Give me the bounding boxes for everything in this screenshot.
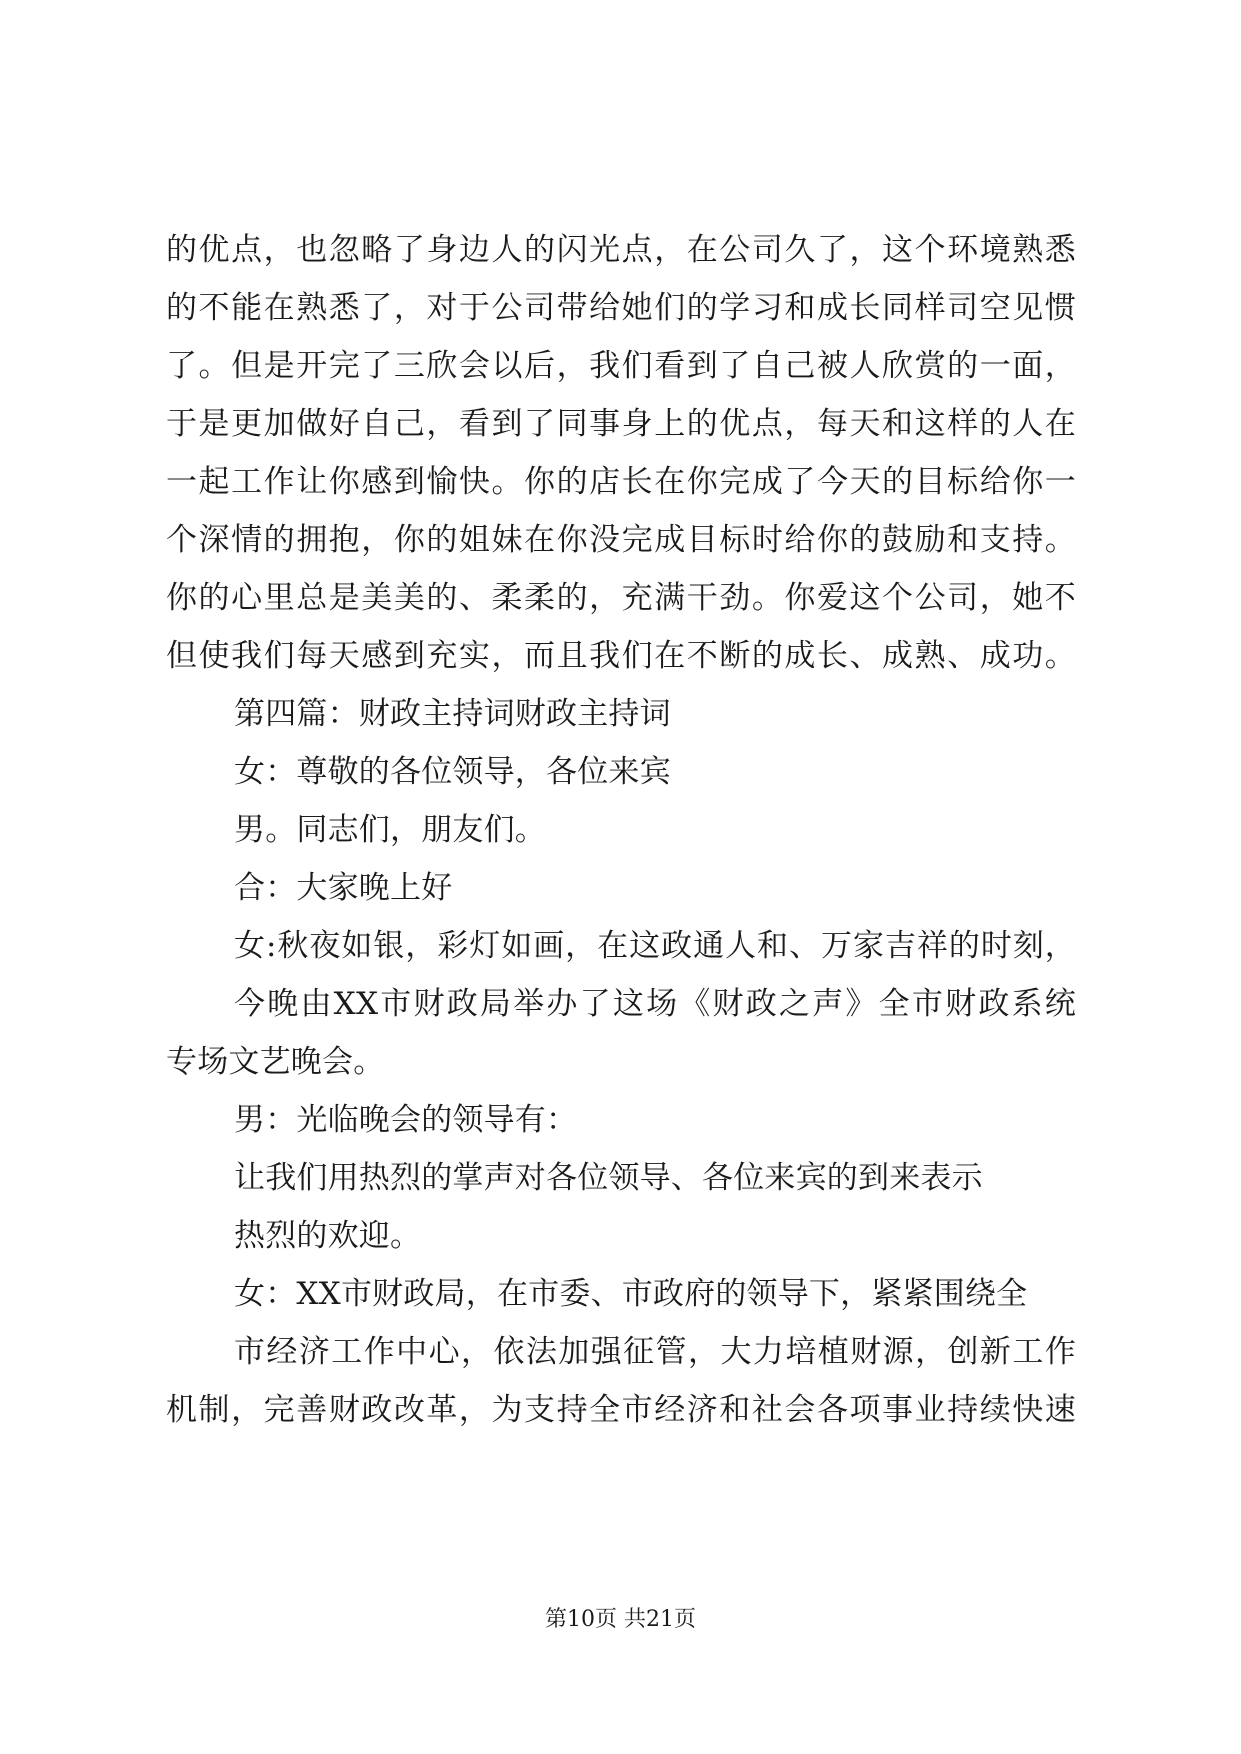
text-line: 热烈的欢迎。 <box>234 1218 422 1254</box>
text-line: 专场文艺晚会。 <box>166 1044 385 1080</box>
text-line: 男。同志们，朋友们。 <box>234 812 546 848</box>
text-line: 于是更加做好自己，看到了同事身上的优点，每天和这样的人在 <box>166 406 1076 442</box>
text-line: 一起工作让你感到愉快。你的店长在你完成了今天的目标给你一 <box>166 464 1076 500</box>
text-line: 今晚由XX市财政局举办了这场《财政之声》全市财政系统 <box>234 986 1076 1022</box>
text-line: 女：XX市财政局，在市委、市政府的领导下，紧紧围绕全 <box>234 1276 1028 1312</box>
text-line: 但使我们每天感到充实，而且我们在不断的成长、成熟、成功。 <box>166 638 1076 674</box>
text-line: 男：光临晚会的领导有： <box>234 1102 578 1138</box>
text-line: 了。但是开完了三欣会以后，我们看到了自己被人欣赏的一面， <box>166 348 1076 384</box>
text-line: 女：尊敬的各位领导，各位来宾 <box>234 754 671 790</box>
text-line: 你的心里总是美美的、柔柔的，充满干劲。你爱这个公司，她不 <box>166 580 1076 616</box>
text-line: 机制，完善财政改革，为支持全市经济和社会各项事业持续快速 <box>166 1392 1076 1428</box>
text-line: 个深情的拥抱，你的姐妹在你没完成目标时给你的鼓励和支持。 <box>166 522 1076 558</box>
text-line: 的优点，也忽略了身边人的闪光点，在公司久了，这个环境熟悉 <box>166 232 1076 268</box>
text-line: 合：大家晚上好 <box>234 870 453 906</box>
section-heading: 第四篇：财政主持词财政主持词 <box>234 696 671 732</box>
text-line: 市经济工作中心，依法加强征管，大力培植财源，创新工作 <box>234 1334 1076 1370</box>
page-footer: 第10页 共21页 <box>545 1607 696 1632</box>
text-line: 的不能在熟悉了，对于公司带给她们的学习和成长同样司空见惯 <box>166 290 1076 326</box>
text-line: 女:秋夜如银，彩灯如画，在这政通人和、万家吉祥的时刻， <box>234 928 1076 964</box>
text-line: 让我们用热烈的掌声对各位领导、各位来宾的到来表示 <box>234 1160 983 1196</box>
